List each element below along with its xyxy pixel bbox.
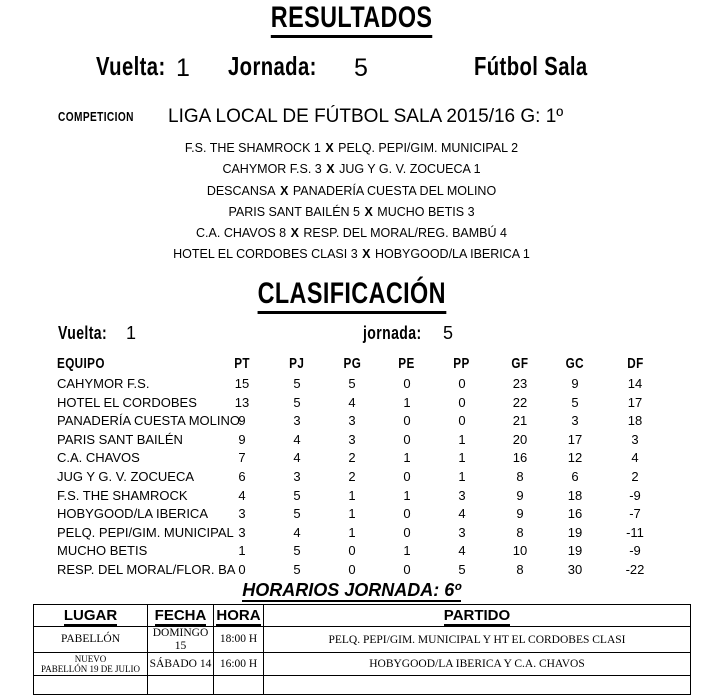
- results-list: [0, 138, 703, 266]
- cell-df: 17: [627, 394, 643, 410]
- cell-pj: 4: [293, 524, 301, 540]
- cell-gf: 9: [516, 487, 524, 503]
- cell-gf: 21: [512, 413, 528, 429]
- horarios-header-row: [34, 605, 691, 627]
- table-row: [0, 449, 703, 468]
- cell-pe: 1: [403, 543, 411, 559]
- horarios-row: [34, 627, 691, 653]
- cell-pp: 4: [458, 543, 466, 559]
- horarios-lugar-line1: PABELLÓN: [61, 633, 120, 646]
- competicion-row: [0, 106, 703, 130]
- team-name: PELQ. PEPI/GIM. MUNICIPAL: [57, 524, 234, 540]
- cell-gc: 19: [567, 543, 583, 559]
- table-row: [0, 412, 703, 431]
- cell-pp: 1: [458, 450, 466, 466]
- cell-df: -11: [626, 524, 644, 540]
- sport-name: Fútbol Sala: [474, 51, 588, 81]
- cell-pg: 0: [348, 543, 356, 559]
- cell-pj: 5: [293, 543, 301, 559]
- cell-pp: 1: [458, 468, 466, 484]
- cell-gc: 9: [571, 376, 579, 391]
- competicion-label: COMPETICION: [58, 109, 134, 124]
- horarios-empty-cell: [34, 676, 148, 695]
- cell-df: 3: [631, 431, 639, 447]
- page-title-resultados-text: RESULTADOS: [271, 2, 433, 38]
- cell-pg: 3: [348, 431, 356, 447]
- cell-pj: 4: [293, 450, 301, 466]
- clas-jornada-value: 5: [443, 323, 454, 343]
- jornada-value: 5: [354, 54, 368, 82]
- cell-gc: 3: [571, 413, 579, 429]
- table-row: [0, 468, 703, 487]
- horarios-fecha: SÁBADO 14: [148, 653, 214, 676]
- result-separator: X: [287, 226, 303, 241]
- cell-pe: 0: [403, 413, 411, 429]
- cell-df: -9: [629, 487, 641, 503]
- cell-pg: 3: [348, 413, 356, 429]
- cell-pt: 15: [234, 376, 250, 391]
- team-name: PANADERÍA CUESTA MOLINO: [57, 413, 241, 429]
- cell-gc: 18: [567, 487, 583, 503]
- horarios-title-text: HORARIOS JORNADA: 6º: [242, 580, 461, 600]
- cell-pp: 3: [458, 524, 466, 540]
- horarios-lugar-line2: PABELLÓN 19 DE JULIO: [41, 664, 140, 674]
- result-line: [0, 202, 703, 223]
- result-separator: X: [321, 141, 338, 155]
- competicion-value: LIGA LOCAL DE FÚTBOL SALA 2015/16 G: 1º: [168, 106, 564, 127]
- result-home: C.A. CHAVOS 8: [196, 226, 287, 241]
- horarios-table: [33, 604, 691, 695]
- cell-df: -22: [625, 561, 645, 577]
- team-name: MUCHO BETIS: [57, 543, 148, 559]
- team-name: HOBYGOOD/LA IBERICA: [57, 506, 208, 522]
- team-name: C.A. CHAVOS: [57, 450, 140, 466]
- cell-pe: 1: [403, 394, 411, 410]
- horarios-lugar: [34, 653, 148, 676]
- horarios-hora: 18:00 H: [214, 627, 264, 653]
- cell-pp: 0: [458, 394, 466, 410]
- cell-pj: 5: [293, 561, 301, 577]
- column-header-pp: PP: [453, 355, 471, 372]
- result-separator: X: [360, 204, 377, 219]
- table-row: [0, 394, 703, 413]
- horarios-empty-cell: [214, 676, 264, 695]
- table-row: [0, 505, 703, 524]
- cell-pg: 1: [348, 506, 356, 522]
- result-line: [0, 138, 703, 159]
- result-away: HOBYGOOD/LA IBERICA 1: [374, 247, 530, 262]
- team-name: PARIS SANT BAILÉN: [57, 431, 183, 447]
- result-separator: X: [276, 183, 292, 198]
- horarios-column-fecha: FECHA: [148, 605, 214, 627]
- cell-gc: 17: [567, 431, 583, 447]
- team-name: HOTEL EL CORDOBES: [57, 394, 197, 410]
- cell-pp: 1: [458, 431, 466, 447]
- horarios-column-hora: HORA: [214, 605, 264, 627]
- table-row: [0, 487, 703, 506]
- page-title-resultados: [0, 2, 703, 38]
- cell-pt: 1: [238, 543, 246, 559]
- horarios-column-lugar: LUGAR: [34, 605, 148, 627]
- column-header-gc: GC: [565, 355, 585, 372]
- horarios-column-partido: PARTIDO: [264, 605, 691, 627]
- column-header-pe: PE: [398, 355, 416, 372]
- cell-gf: 8: [516, 561, 524, 577]
- clasificacion-subheader: [0, 323, 703, 347]
- cell-df: 14: [627, 376, 643, 391]
- cell-pt: 3: [238, 506, 246, 522]
- jornada-label: Jornada:: [228, 51, 317, 81]
- horarios-lugar: [34, 627, 148, 653]
- column-header-gf: GF: [511, 355, 529, 372]
- cell-pp: 3: [458, 487, 466, 503]
- clas-vuelta-value: 1: [126, 323, 137, 343]
- cell-pe: 0: [403, 524, 411, 540]
- result-home: PARIS SANT BAILÉN 5: [228, 204, 360, 219]
- cell-pj: 3: [293, 468, 301, 484]
- result-away: JUG Y G. V. ZOCUECA 1: [339, 162, 481, 177]
- cell-gf: 8: [516, 468, 524, 484]
- cell-pj: 5: [293, 394, 301, 410]
- cell-df: 2: [631, 468, 639, 484]
- cell-df: 18: [627, 413, 643, 429]
- cell-pe: 0: [403, 468, 411, 484]
- cell-gc: 19: [567, 524, 583, 540]
- horarios-empty-cell: [264, 676, 691, 695]
- cell-gf: 9: [516, 506, 524, 522]
- page-title-clasificacion-text: CLASIFICACIÓN: [257, 278, 445, 314]
- result-home: HOTEL EL CORDOBES CLASI 3: [173, 247, 358, 262]
- cell-pg: 1: [348, 524, 356, 540]
- cell-pg: 2: [348, 468, 356, 484]
- cell-pe: 0: [403, 506, 411, 522]
- cell-pt: 9: [238, 431, 246, 447]
- table-row: [0, 561, 703, 580]
- cell-pp: 0: [458, 413, 466, 429]
- cell-pt: 7: [238, 450, 246, 466]
- cell-gf: 16: [512, 450, 528, 466]
- cell-pp: 4: [458, 506, 466, 522]
- column-header-pt: PT: [234, 355, 250, 372]
- cell-pt: 13: [234, 394, 250, 410]
- cell-pg: 1: [348, 487, 356, 503]
- cell-pg: 0: [348, 561, 356, 577]
- result-away: MUCHO BETIS 3: [377, 204, 475, 219]
- cell-gf: 23: [512, 376, 528, 391]
- team-name: JUG Y G. V. ZOCUECA: [57, 468, 195, 484]
- cell-gf: 20: [512, 431, 528, 447]
- result-away: RESP. DEL MORAL/REG. BAMBÚ 4: [303, 226, 507, 241]
- result-home: CAHYMOR F.S. 3: [222, 162, 322, 177]
- cell-pe: 0: [403, 561, 411, 577]
- cell-gc: 6: [571, 468, 579, 484]
- cell-pj: 3: [293, 413, 301, 429]
- result-away: PANADERÍA CUESTA DEL MOLINO: [292, 183, 497, 198]
- horarios-empty-cell: [148, 676, 214, 695]
- cell-pt: 6: [238, 468, 246, 484]
- cell-pe: 1: [403, 450, 411, 466]
- cell-pe: 0: [403, 376, 411, 391]
- cell-pp: 0: [458, 376, 466, 391]
- header-summary: [0, 52, 703, 82]
- table-row: [0, 431, 703, 450]
- cell-pe: 1: [403, 487, 411, 503]
- horarios-title: [0, 580, 703, 601]
- table-row: [0, 375, 703, 394]
- cell-pt: 4: [238, 487, 246, 503]
- cell-df: 4: [631, 450, 639, 466]
- cell-pt: 0: [238, 561, 246, 577]
- cell-pj: 5: [293, 506, 301, 522]
- page-title-clasificacion: [0, 278, 703, 314]
- horarios-row: [34, 653, 691, 676]
- cell-gc: 30: [567, 561, 583, 577]
- cell-pt: 3: [238, 524, 246, 540]
- clas-vuelta-label: Vuelta:: [58, 323, 108, 343]
- result-home: DESCANSA: [206, 183, 276, 198]
- result-line: [0, 244, 703, 265]
- cell-gf: 8: [516, 524, 524, 540]
- table-row: [0, 542, 703, 561]
- vuelta-label: Vuelta:: [96, 51, 166, 81]
- horarios-fecha: DOMINGO 15: [148, 627, 214, 653]
- horarios-partido: PELQ. PEPI/GIM. MUNICIPAL Y HT EL CORDOBES CLASI: [264, 627, 691, 653]
- result-line: [0, 181, 703, 202]
- cell-pj: 4: [293, 431, 301, 447]
- cell-pp: 5: [458, 561, 466, 577]
- column-header-pg: PG: [343, 355, 361, 372]
- cell-pj: 5: [293, 487, 301, 503]
- cell-gf: 10: [512, 543, 528, 559]
- cell-gc: 16: [567, 506, 583, 522]
- team-name: F.S. THE SHAMROCK: [57, 487, 188, 503]
- result-separator: X: [322, 162, 339, 177]
- cell-pe: 0: [403, 431, 411, 447]
- horarios-hora: 16:00 H: [214, 653, 264, 676]
- team-name: CAHYMOR F.S.: [57, 376, 150, 391]
- clasificacion-table: [0, 355, 703, 580]
- horarios-lugar-line1: NUEVO: [74, 654, 107, 664]
- result-home: F.S. THE SHAMROCK 1: [184, 141, 321, 155]
- result-away: PELQ. PEPI/GIM. MUNICIPAL 2: [338, 141, 519, 155]
- result-line: [0, 159, 703, 180]
- team-name: RESP. DEL MORAL/FLOR. BA: [57, 561, 236, 577]
- cell-gc: 5: [571, 394, 579, 410]
- cell-df: -9: [629, 543, 641, 559]
- result-line: [0, 223, 703, 244]
- horarios-partido: HOBYGOOD/LA IBERICA Y C.A. CHAVOS: [264, 653, 691, 676]
- column-header-equipo: EQUIPO: [57, 355, 105, 372]
- cell-pg: 4: [348, 394, 356, 410]
- vuelta-value: 1: [176, 54, 190, 82]
- cell-pg: 5: [348, 376, 356, 391]
- clasificacion-header-row: [0, 355, 703, 375]
- cell-df: -7: [629, 506, 641, 522]
- cell-pj: 5: [293, 376, 301, 391]
- horarios-row-partial: [34, 676, 691, 695]
- column-header-df: DF: [626, 355, 644, 372]
- cell-gf: 22: [512, 394, 528, 410]
- cell-gc: 12: [567, 450, 583, 466]
- clas-jornada-label: jornada:: [363, 323, 422, 343]
- cell-pt: 9: [238, 413, 246, 429]
- column-header-pj: PJ: [289, 355, 305, 372]
- result-separator: X: [358, 247, 374, 262]
- table-row: [0, 524, 703, 543]
- cell-pg: 2: [348, 450, 356, 466]
